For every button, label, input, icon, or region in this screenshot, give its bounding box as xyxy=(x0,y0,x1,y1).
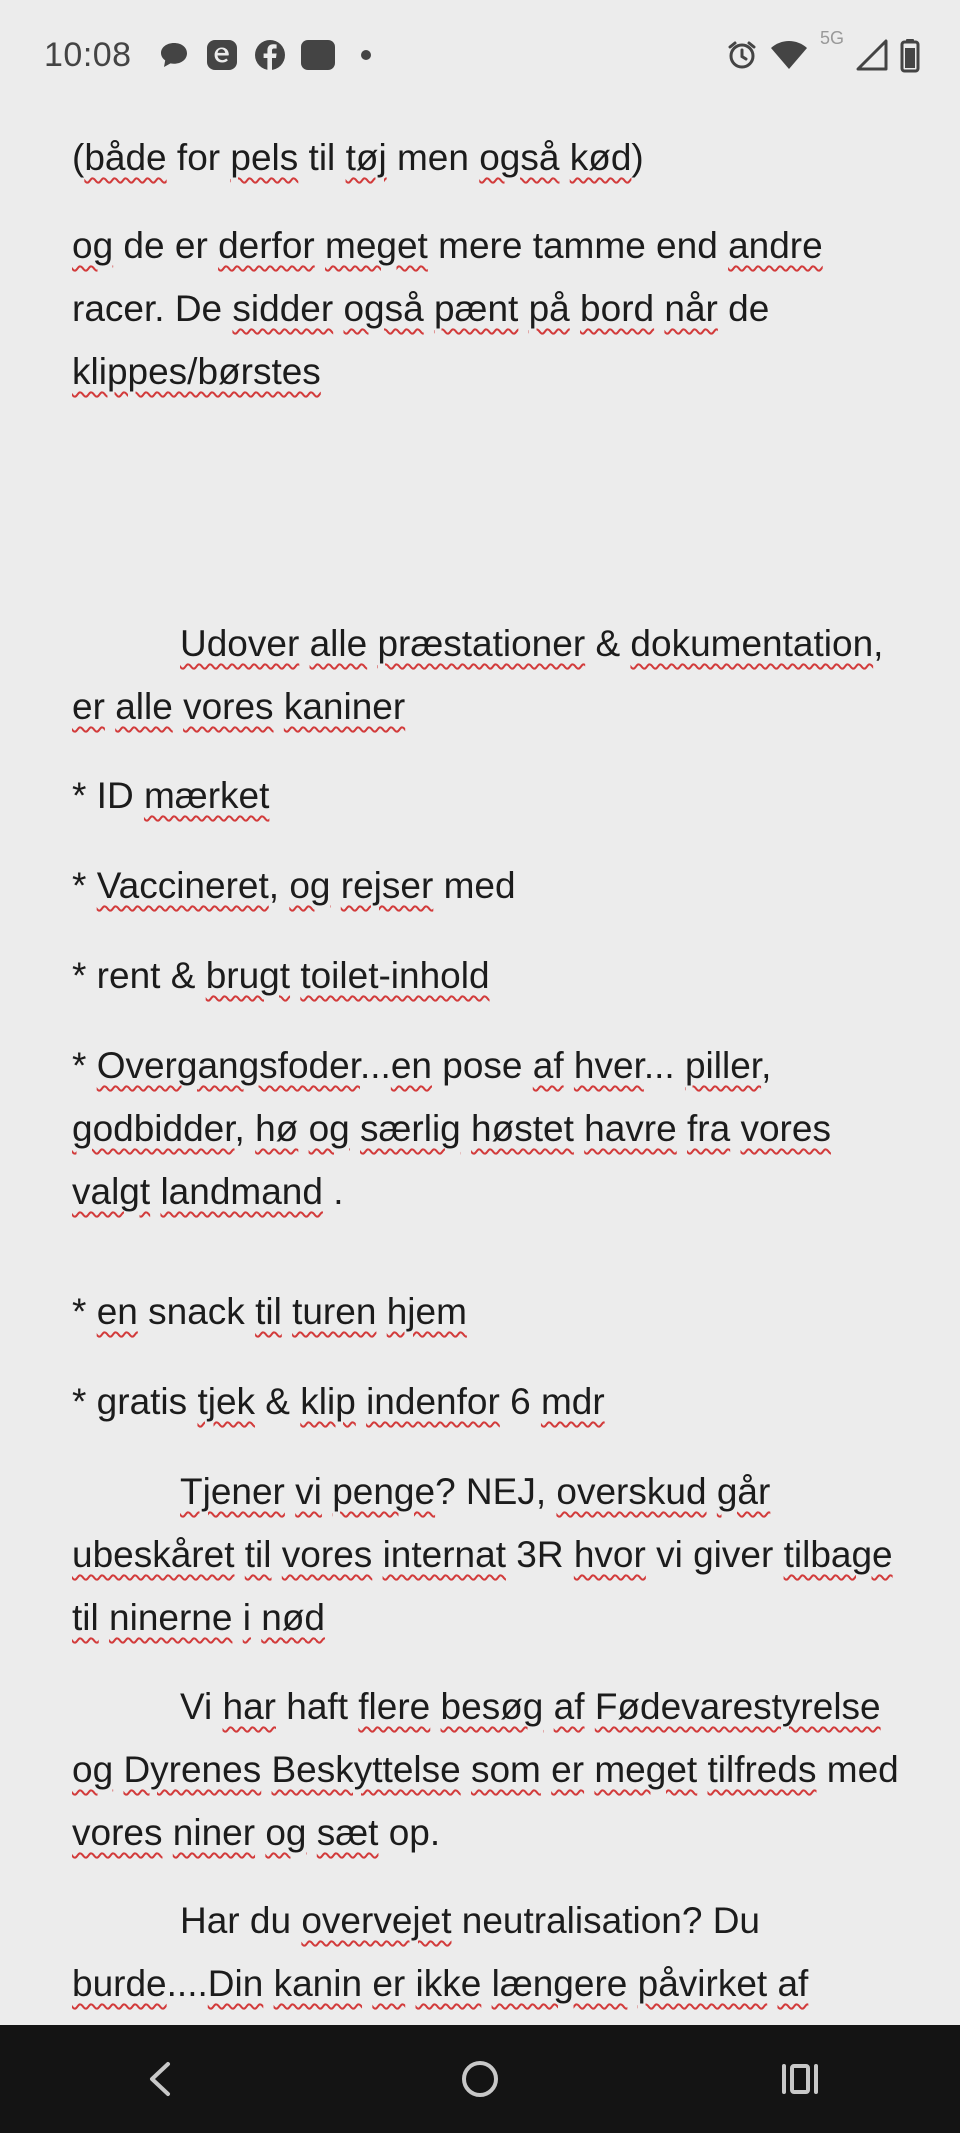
bullet-item: * gratis tjek & klip indenfor 6 mdr xyxy=(72,1381,605,1422)
clock: 10:08 xyxy=(44,35,132,74)
alarm-icon xyxy=(726,39,758,71)
navigation-bar xyxy=(0,2025,960,2133)
status-bar xyxy=(0,0,960,110)
spellcheck-word: til xyxy=(72,1597,99,1638)
more-dot-icon xyxy=(350,39,382,71)
spellcheck-word: Din xyxy=(207,1963,264,2004)
spellcheck-word: havre xyxy=(584,1108,677,1149)
spellcheck-word: sæt xyxy=(316,1812,379,1853)
spellcheck-word: Overgangsfoder xyxy=(96,1045,360,1086)
spellcheck-word: på xyxy=(528,288,570,329)
spellcheck-word: og xyxy=(265,1812,307,1853)
spellcheck-word: længere xyxy=(491,1963,628,2004)
spellcheck-word: dokumentation xyxy=(630,623,874,664)
spellcheck-word: og xyxy=(72,1749,114,1790)
notification-icons xyxy=(158,39,382,71)
spellcheck-word: turen xyxy=(292,1291,377,1332)
spellcheck-word: Fødevarestyrelse xyxy=(594,1686,881,1727)
spellcheck-word: af xyxy=(777,1963,809,2004)
spellcheck-word: kød xyxy=(569,137,632,178)
spellcheck-word: hjem xyxy=(386,1291,467,1332)
bullet-item: * Vaccineret, og rejser med xyxy=(72,865,516,906)
spellcheck-word: og xyxy=(72,225,114,266)
spellcheck-word: pænt xyxy=(433,288,519,329)
chat-bubble-icon xyxy=(158,39,190,71)
spellcheck-word: som xyxy=(470,1749,541,1790)
spellcheck-word: landmand xyxy=(160,1171,323,1212)
spellcheck-word: rejser xyxy=(340,865,434,906)
paragraph: Tjener vi penge? NEJ, overskud går ubeskåret til vores internat 3R hvor vi giver tilbage til ninerne i nød xyxy=(72,1471,893,1638)
spellcheck-word: burde xyxy=(72,1963,167,2004)
spellcheck-word: meget xyxy=(325,225,428,266)
spellcheck-word: i xyxy=(242,1597,251,1638)
spellcheck-word: toilet-inhold xyxy=(300,955,490,996)
battery-icon xyxy=(900,38,920,72)
app-square-icon xyxy=(302,39,334,71)
spellcheck-word: klip xyxy=(300,1381,356,1422)
paragraph: Udover alle præstationer & dokumentation, er alle vores kaniner xyxy=(72,623,884,727)
spellcheck-word: er xyxy=(372,1963,406,2004)
spellcheck-word: brugt xyxy=(205,955,291,996)
spellcheck-word: Tjener xyxy=(180,1471,285,1512)
spellcheck-word: alle xyxy=(309,623,368,664)
spellcheck-word: alle xyxy=(115,686,173,727)
home-icon[interactable] xyxy=(450,2049,510,2109)
spellcheck-word: tilfreds xyxy=(707,1749,817,1790)
recents-icon[interactable] xyxy=(770,2049,830,2109)
back-icon[interactable] xyxy=(130,2049,190,2109)
spellcheck-word: til xyxy=(255,1291,282,1332)
spellcheck-word: af xyxy=(553,1686,585,1727)
spellcheck-word: hver xyxy=(573,1045,644,1086)
spellcheck-word: indenfor xyxy=(366,1381,500,1422)
spellcheck-word: kanin xyxy=(273,1963,363,2004)
spellcheck-word: Dyrenes xyxy=(123,1749,262,1790)
spellcheck-word: valgt xyxy=(72,1171,151,1212)
spellcheck-word: kaniner xyxy=(283,686,406,727)
spellcheck-word: flere xyxy=(358,1686,431,1727)
spellcheck-word: ubeskåret xyxy=(72,1534,235,1575)
spellcheck-word: både xyxy=(84,137,167,178)
bullet-item: * en snack til turen hjem xyxy=(72,1291,467,1332)
spellcheck-word: Beskyttelse xyxy=(271,1749,461,1790)
paragraph: og de er derfor meget mere tamme end andre racer. De sidder også pænt på bord når de klippes/børstes xyxy=(72,225,823,392)
spellcheck-word: og xyxy=(289,865,331,906)
document-view[interactable] xyxy=(0,110,960,2025)
spellcheck-word: tilbage xyxy=(783,1534,893,1575)
spellcheck-word: til xyxy=(244,1534,272,1575)
spellcheck-word: vores xyxy=(281,1534,373,1575)
spellcheck-word: internat xyxy=(382,1534,506,1575)
spellcheck-word: piller xyxy=(684,1045,762,1086)
spellcheck-word: særlig xyxy=(360,1108,461,1149)
spellcheck-word: besøg xyxy=(440,1686,544,1727)
spellcheck-word: går xyxy=(716,1471,771,1512)
spellcheck-word: når xyxy=(664,288,718,329)
spellcheck-word: bord xyxy=(580,288,655,329)
paragraph: Vi har haft flere besøg af Fødevarestyrelse og Dyrenes Beskyttelse som er meget tilfreds med vores niner og sæt op. xyxy=(72,1686,899,1853)
spellcheck-word: overskud xyxy=(556,1471,707,1512)
spellcheck-word: vores xyxy=(740,1108,831,1149)
e-app-icon xyxy=(206,39,238,71)
spellcheck-word: Udover xyxy=(180,623,300,664)
spellcheck-word: af xyxy=(532,1045,564,1086)
spellcheck-word: tjek xyxy=(197,1381,256,1422)
spellcheck-word: sidder xyxy=(232,288,334,329)
5g-label: 5G xyxy=(819,28,844,48)
spellcheck-word: Vaccineret xyxy=(96,865,269,906)
spellcheck-word: klippes/børstes xyxy=(72,351,321,392)
spellcheck-word: godbidder xyxy=(72,1108,235,1149)
spellcheck-word: en xyxy=(96,1291,138,1332)
spellcheck-word: også xyxy=(479,137,560,178)
spellcheck-word: er xyxy=(551,1749,585,1790)
spellcheck-word: andre xyxy=(728,225,823,266)
spellcheck-word: mdr xyxy=(540,1381,605,1422)
wifi-icon xyxy=(770,40,808,70)
spellcheck-word: penge xyxy=(332,1471,436,1512)
spellcheck-word: ikke xyxy=(415,1963,482,2004)
signal-icon xyxy=(856,39,888,71)
spellcheck-word: vi xyxy=(295,1471,322,1512)
spellcheck-word: ninerne xyxy=(109,1597,233,1638)
bullet-item: * rent & brugt toilet-inhold xyxy=(72,955,490,996)
spellcheck-word: hvor xyxy=(573,1534,646,1575)
spellcheck-word: nød xyxy=(261,1597,326,1638)
spellcheck-word: tøj xyxy=(345,137,387,178)
spellcheck-word: meget xyxy=(594,1749,698,1790)
bullet-item: * ID mærket xyxy=(72,775,270,816)
spellcheck-word: har xyxy=(222,1686,276,1727)
spellcheck-word: fra xyxy=(687,1108,731,1149)
spellcheck-word: høstet xyxy=(471,1108,574,1149)
spellcheck-word: overvejet xyxy=(301,1900,452,1941)
facebook-icon xyxy=(254,39,286,71)
spellcheck-word: hø xyxy=(255,1108,299,1149)
spellcheck-word: og xyxy=(308,1108,350,1149)
spellcheck-word: niner xyxy=(172,1812,256,1853)
spellcheck-word: vores xyxy=(183,686,274,727)
spellcheck-word: derfor xyxy=(218,225,315,266)
spellcheck-word: er xyxy=(72,686,105,727)
paragraph: Har du overvejet neutralisation? Du burde....Din kanin er ikke længere påvirket af xyxy=(72,1889,902,2078)
bullet-item: * Overgangsfoder...en pose af hver... piller, godbidder, hø og særlig høstet havre fra vores valgt landmand . xyxy=(72,1045,831,1212)
spellcheck-word: påvirket xyxy=(637,1963,768,2004)
spellcheck-word: også xyxy=(343,288,424,329)
spellcheck-word: vores xyxy=(72,1812,163,1853)
spellcheck-word: præstationer xyxy=(377,623,586,664)
paragraph: (både for pels til tøj men også kød) xyxy=(72,137,644,178)
spellcheck-word: pels xyxy=(230,137,299,178)
system-icons xyxy=(726,28,920,72)
spellcheck-word: mærket xyxy=(143,775,270,816)
spellcheck-word: en xyxy=(390,1045,432,1086)
